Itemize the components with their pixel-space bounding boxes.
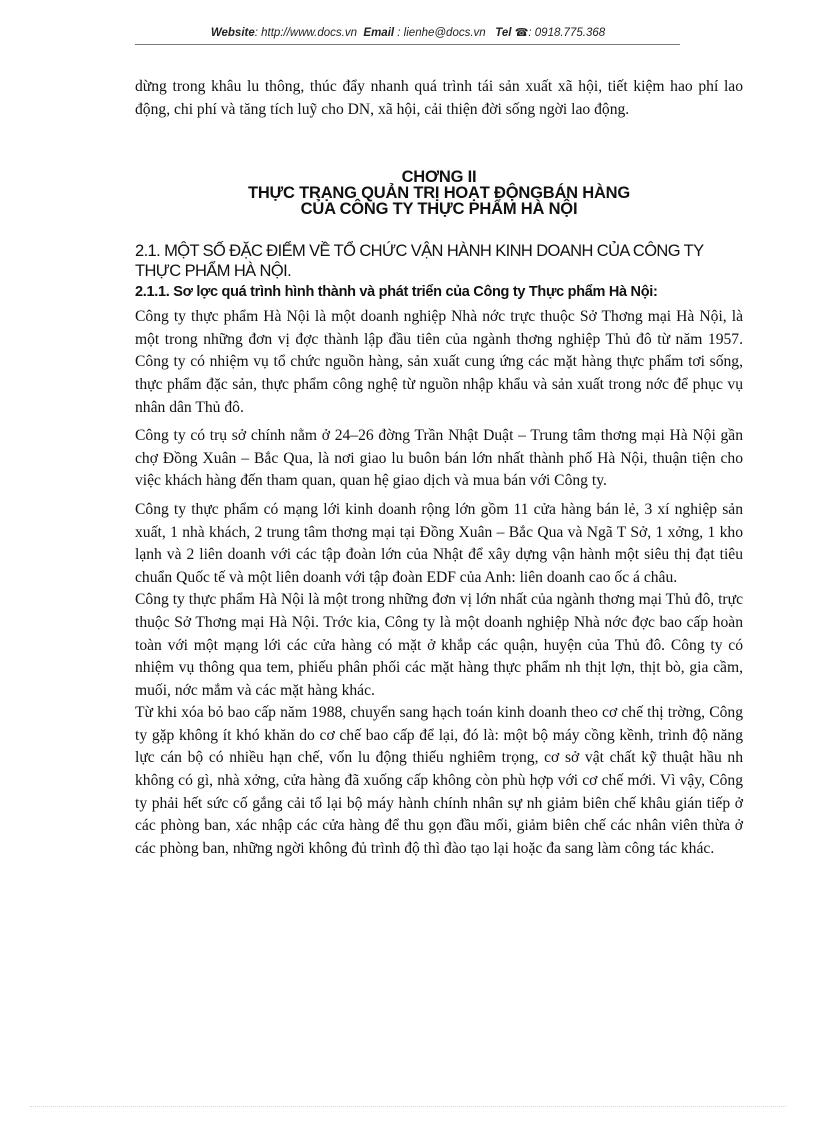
email-label: Email (363, 27, 395, 39)
subsection-heading: 2.1.1. Sơ lợc quá trình hình thành và phát triển của Công ty Thực phẩm Hà Nội: (135, 284, 658, 301)
paragraph-company-overview: Công ty thực phẩm Hà Nội là một doanh nghiệp Nhà nớc trực thuộc Sở Thơng mại Hà Nội, là một trong những đơn vị đợc thành lập đầu tiên của ngành thơng nghiệp Thủ đô từ năm 1957. Công ty có nhiệm vụ tổ chức nguồn hàng, sản xuất cung ứng các mặt hàng thực phẩm tơi sống, thực phẩm đặc sản, thực phẩm công nghệ từ nguồn nhập khẩu và sản xuất trong nớc để phục vụ nhân dân Thủ đô. (135, 308, 743, 416)
email-address: : lienhe@docs.vn (397, 27, 486, 39)
chapter-subtitle-line-1: THỰC TRẠNG QUẢN TRỊ HOẠT ĐỘNGBÁN HÀNG (247, 184, 631, 203)
section-heading: 2.1. MỘT SỐ ĐẶC ĐIỂM VỀ TỔ CHỨC VẬN HÀNH KINH DOANH CỦA CÔNG TY THỰC PHẨM HÀ NỘI. (135, 242, 704, 281)
phone-number: : 0918.775.368 (528, 27, 606, 39)
phone-icon: ☎ (514, 27, 529, 39)
paragraph-reform: Từ khi xóa bỏ bao cấp năm 1988, chuyển sang hạch toán kinh doanh theo cơ chế thị trờng, Công ty gặp không ít khó khăn do cơ chế bao cấp để lại, đó là: một bộ máy cồng kềnh, trình độ năng lực cán bộ có nhiều hạn chế, vốn lu động thiếu nghiêm trọng, cơ sở vật chất kỹ thuật hầu nh không có gì, nhà xởng, cửa hàng đã xuống cấp không còn phù hợp với cơ chế mới. Vì vậy, Công ty phải hết sức cố gắng cải tổ lại bộ máy hành chính nhân sự nh giảm biên chế khâu gián tiếp ở các phòng ban, xác nhập các cửa hàng để thu gọn đầu mối, giảm biên chế các nhân viên thừa ở các phòng ban, những ngời không đủ trình độ thì đào tạo lại hoặc đa sang làm công tác khác. (135, 704, 743, 857)
chapter-heading (135, 169, 743, 217)
paragraph-history: Công ty thực phẩm Hà Nội là một trong những đơn vị lớn nhất của ngành thơng mại Thủ đô, trực thuộc Sở Thơng mại Hà Nội. Trớc kia, Công ty là một doanh nghiệp Nhà nớc đợc bao cấp hoàn toàn với một mạng lới các cửa hàng có mặt ở khắp các quận, huyện của Thủ đô. Công ty có nhiệm vụ thông qua tem, phiếu phân phối các mặt hàng thực phẩm nh thịt lợn, thịt bò, gia cầm, muối, nớc mắm và các mặt hàng khác. (135, 591, 743, 699)
paragraph-network: Công ty thực phẩm có mạng lới kinh doanh rộng lớn gồm 11 cửa hàng bán lẻ, 3 xí nghiệp sản xuất, 1 nhà khách, 2 trung tâm thơng mại tại Đồng Xuân – Bắc Qua và Ngã T Sở, 1 xởng, 1 kho lạnh và 2 liên doanh với các tập đoàn lớn của Nhật để xây dựng vận hành một siêu thị đạt tiêu chuẩn Quốc tế và một liên doanh với tập đoàn EDF của Anh: liên doanh cao ốc á châu. (135, 500, 743, 586)
document-body (135, 76, 743, 860)
website-label: Website (210, 27, 255, 39)
chapter-title: CHƠNG II (401, 168, 477, 187)
paragraph-headquarters: Công ty có trụ sở chính nằm ở 24–26 đờng Trần Nhật Duật – Trung tâm thơng mại Hà Nội gần chợ Đồng Xuân – Bắc Qua, là nơi giao lu buôn bán lớn nhất thành phố Hà Nội, thuận tiện cho việc khách hàng đến tham quan, quan hệ giao dịch và mua bán với Công ty. (135, 427, 743, 490)
intro-paragraph: dừng trong khâu lu thông, thúc đẩy nhanh quá trình tái sản xuất xã hội, tiết kiệm hao phí lao động, chi phí và tăng tích luỹ cho DN, xã hội, cải thiện đời sống ngời lao động. (135, 78, 743, 118)
chapter-subtitle-line-2: CỦA CÔNG TY THỰC PHẨM HÀ NỘI (300, 200, 578, 219)
header-divider (135, 44, 680, 45)
website-url: : http://www.docs.vn (254, 27, 358, 39)
page-header (0, 26, 816, 39)
tel-label: Tel (495, 27, 512, 39)
footer-divider (30, 1106, 786, 1107)
